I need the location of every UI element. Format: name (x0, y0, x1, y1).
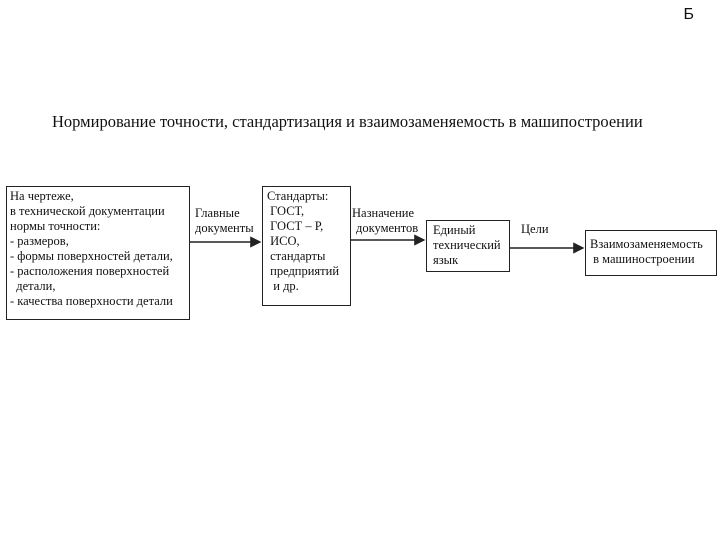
drawing-line: детали, (10, 279, 56, 293)
standards-line: предприятий (267, 264, 340, 278)
edge-label-line: документы (195, 221, 254, 235)
edge-label-line: Главные (195, 206, 240, 220)
page-title: Нормирование точности, стандартизация и взаимозаменяемость в машипостроении (52, 112, 643, 131)
language-line: технический (433, 238, 501, 252)
standards-line: и др. (267, 279, 299, 293)
standards-line: ГОСТ – Р, (267, 219, 324, 233)
edge-label-line: документов (356, 221, 419, 235)
standards-line: Стандарты: (267, 189, 329, 203)
drawing-line: - размеров, (10, 234, 69, 248)
standards-line: стандарты (267, 249, 326, 263)
drawing-line: в технической документации (10, 204, 165, 218)
drawing-line: - формы поверхностей детали, (10, 249, 173, 263)
drawing-line: нормы точности: (10, 219, 101, 233)
language-line: Единый (433, 223, 476, 237)
standards-line: ИСО, (267, 234, 300, 248)
interchange-line: в машиностроении (590, 252, 695, 266)
standards-line: ГОСТ, (267, 204, 305, 218)
edge-label-line: Назначение (352, 206, 415, 220)
interchange-line: Взаимозаменяемость (590, 237, 703, 251)
drawing-line: На чертеже, (10, 189, 74, 203)
drawing-line: - качества поверхности детали (10, 294, 173, 308)
slide-label: Б (683, 6, 694, 23)
edge-label-line: Цели (521, 222, 549, 236)
language-line: язык (433, 253, 459, 267)
drawing-line: - расположения поверхностей (10, 264, 170, 278)
